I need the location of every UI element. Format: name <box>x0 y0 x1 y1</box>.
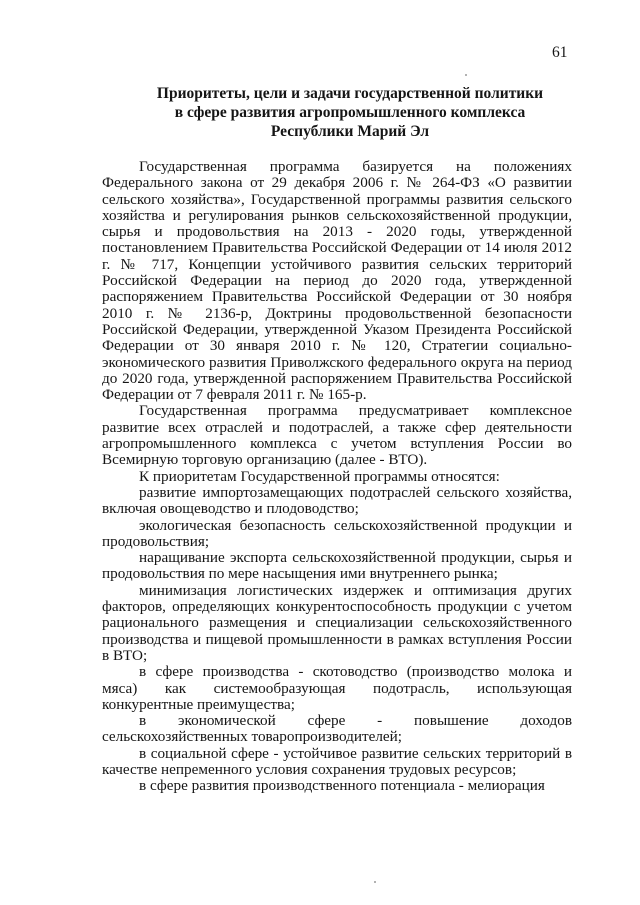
scan-speck <box>374 881 376 883</box>
scan-speck <box>465 74 467 76</box>
section-heading-line-2: в сфере развития агропромышленного комплекса <box>174 104 526 121</box>
page-number: 61 <box>552 44 568 61</box>
paragraph-priorities-intro: К приоритетам Государственной программы относятся: <box>139 467 500 485</box>
paragraph-program-scope: Государственная программа предусматривает комплексное развитие всех отраслей и подотраслей, а также сфер деятельности агропромышленного комплекса с учетом вступления России во Всемирную торговую организацию (далее - ВТО). <box>102 402 572 469</box>
body-text <box>102 159 572 795</box>
priority-production-sphere: в сфере производства - скотоводство (производство молока и мяса) как системообразующая подотрасль, использующая конкурентные преимущества; <box>102 663 572 713</box>
section-heading <box>0 84 640 141</box>
priority-export-growth: наращивание экспорта сельскохозяйственной продукции, сырья и продовольствия по мере насыщения ими внутреннего рынка; <box>102 549 572 583</box>
section-heading-line-3: Республики Марий Эл <box>270 123 430 140</box>
priority-logistics-costs: минимизация логистических издержек и оптимизация других факторов, определяющих конкурентоспособность продукции с учетом рационального размещения и специализации сельскохозяйственного производства и пищевой промышленности в рамках вступления России в ВТО; <box>102 581 572 664</box>
paragraph-legal-basis: Государственная программа базируется на положениях Федерального закона от 29 декабря 2006 г. № 264-ФЗ «О развитии сельского хозяйства», Государственной программы развития сельского хозяйства и регулирования рынков сельскохозяйственной продукции, сырья и продовольствия на 2013 - 2020 годы, утвержденной постановлением Правительства Российской Федерации от 14 июля 2012 г. № 717, Концепции устойчивого развития сельских территорий Российской Федерации на период до 2020 года, утвержденной распоряжением Правительства Российской Федерации от 30 ноября 2010 г. № 2136-р, Доктрины продовольственной безопасности Российской Федерации, утвержденной Указом Президента Российской Федерации от 30 января 2010 г. № 120, Стратегии социально-экономического развития Приволжского федерального округа на период до 2020 года, утвержденной распоряжением Правительства Российской Федерации от 7 февраля 2011 г. № 165-р. <box>102 158 572 404</box>
priority-social-sphere: в социальной сфере - устойчивое развитие сельских территорий в качестве непременного условия сохранения трудовых ресурсов; <box>102 744 572 778</box>
priority-economic-sphere: в экономической сфере - повышение доходов сельскохозяйственных товаропроизводителей; <box>102 712 572 746</box>
section-heading-line-1: Приоритеты, цели и задачи государственной политики <box>156 85 544 102</box>
priority-production-potential: в сфере развития производственного потенциала - мелиорация <box>139 777 545 795</box>
priority-import-substitution: развитие импортозамещающих подотраслей сельского хозяйства, включая овощеводство и плодоводство; <box>102 483 572 518</box>
priority-ecological-safety: экологическая безопасность сельскохозяйственной продукции и продовольствия; <box>102 516 572 550</box>
